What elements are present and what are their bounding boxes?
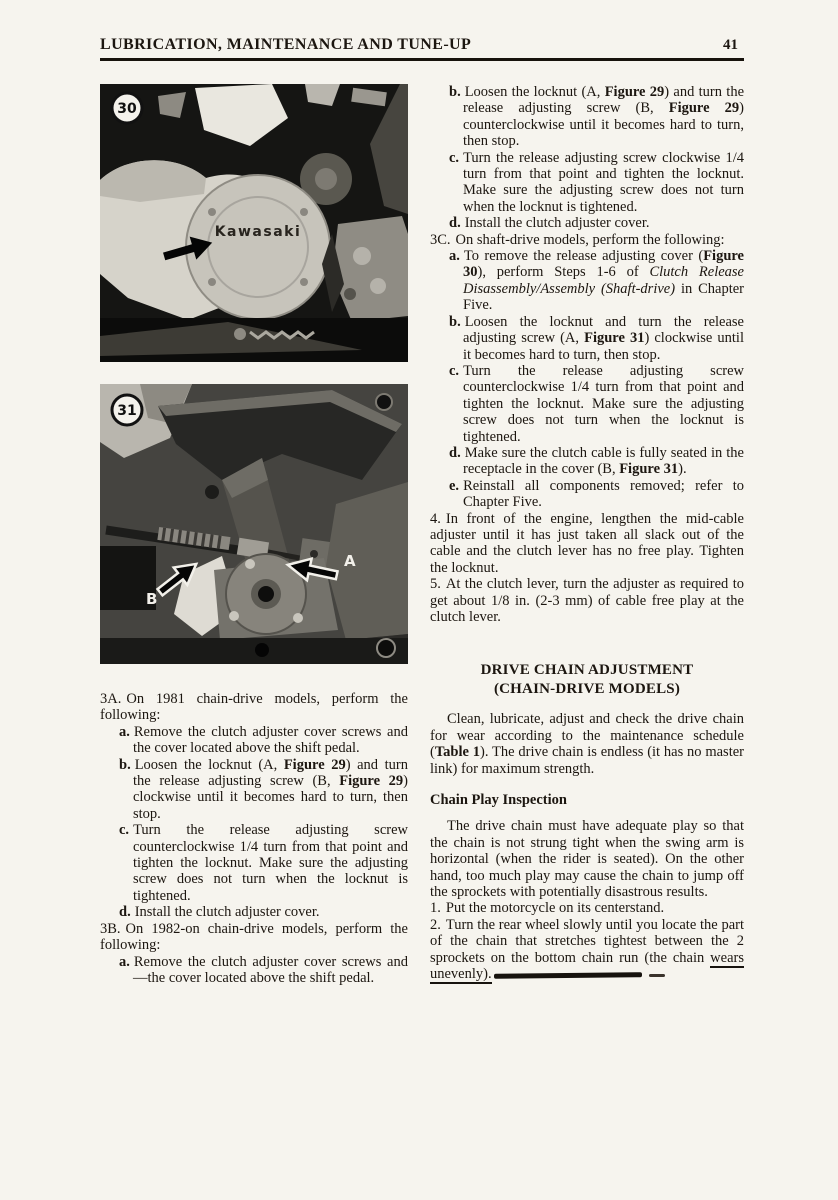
section-intro: Clean, lubricate, adjust and check the drive chain for wear according to the maintenance schedule (Table 1). The drive chain is endless (it has no master link) for maximum strength. [430, 711, 744, 777]
item-label: b. [449, 84, 461, 100]
smudged-text: wears unevenly). [430, 949, 744, 983]
list-item [100, 691, 408, 724]
item-text: Turn the release adjusting screw counterclockwise 1/4 turn from that point and tighten the locknut. Make sure the adjusting screw does not turn when the locknut is tightened. [133, 822, 408, 904]
right-column [430, 84, 744, 986]
list-item [430, 917, 744, 983]
item-label: a. [119, 953, 130, 970]
left-column-text [100, 691, 408, 986]
item-label: d. [449, 215, 461, 232]
item-text: Remove the clutch adjuster cover screws and —the cover located above the shift pedal. [133, 953, 408, 986]
item-label: 3A. [100, 691, 122, 707]
list-item [430, 511, 744, 577]
item-text: Loosen the locknut (A, Figure 29) and turn the release adjusting screw (B, Figure 29) counterclockwise until it becomes hard to turn, then stop. [463, 84, 744, 150]
item-label: b. [119, 756, 131, 773]
figure-number-label: 31 [117, 403, 137, 419]
item-text: At the clutch lever, turn the adjuster as required to get about 1/8 in. (2-3 mm) of cable free play at the clutch lever. [430, 576, 744, 625]
figure-number-label: 30 [117, 101, 137, 117]
item-label: d. [119, 904, 131, 921]
callout-label-b: B [146, 590, 158, 608]
section-heading-line1: DRIVE CHAIN ADJUSTMENT [480, 662, 694, 679]
item-label: d. [449, 444, 461, 461]
engine-photo-illustration [100, 84, 408, 362]
item-text: Make sure the clutch cable is fully seated in the receptacle in the cover (B, Figure 31). [463, 444, 744, 478]
list-item [430, 232, 744, 248]
item-text: Turn the release adjusting screw clockwise 1/4 turn from that point and tighten the locknut. Make sure the adjusting screw does not turn when the locknut is tightened. [463, 149, 744, 215]
item-label: a. [119, 723, 130, 740]
figure-31-photo [100, 384, 408, 664]
item-label: 5. [430, 576, 441, 593]
item-label: c. [449, 362, 460, 379]
list-item [100, 724, 408, 757]
item-text: Put the motorcycle on its centerstand. [445, 900, 665, 917]
list-item [100, 904, 408, 920]
ink-smudge-dash [649, 974, 665, 977]
figure-number-badge [112, 93, 142, 123]
item-text: Install the clutch adjuster cover. [464, 215, 650, 232]
list-item [430, 84, 744, 150]
list-item [430, 215, 744, 231]
item-text: To remove the release adjusting cover (Figure 30), perform Steps 1-6 of Clutch Release Disassembly/Assembly (Shaft-drive) in Chapter Five. [463, 248, 744, 314]
list-item [430, 445, 744, 478]
list-item [100, 921, 408, 954]
left-column [100, 84, 408, 986]
list-item [430, 478, 744, 511]
item-label: c. [449, 149, 460, 166]
item-label: a. [449, 248, 460, 265]
clutch-release-photo-illustration [100, 384, 408, 664]
subsection-heading: Chain Play Inspection [430, 792, 567, 809]
list-item [100, 954, 408, 987]
section-heading [430, 661, 744, 699]
item-label: c. [119, 822, 130, 839]
figure-number-badge [112, 395, 142, 425]
body-paragraph: The drive chain must have adequate play so that the chain is not strung tight when the swing arm is horizontal (when the rider is seated). On the other hand, too much play may cause the chain to jump off the sprockets with potentially disastrous results. [430, 818, 744, 901]
item-text: Turn the rear wheel slowly until you locate the part of the chain that stretches tightest between the 2 sprockets on the bottom chain run (the chain [430, 916, 744, 966]
ink-smudge [494, 972, 642, 979]
item-label: b. [449, 313, 461, 330]
list-item [430, 150, 744, 216]
callout-label-a: A [344, 552, 356, 570]
list-item [100, 822, 408, 904]
list-item [430, 314, 744, 363]
list-item [430, 900, 744, 916]
item-text: On shaft-drive models, perform the following: [455, 231, 725, 248]
item-text: Loosen the locknut and turn the release adjusting screw (A, Figure 31) clockwise until it becomes hard to turn, then stop. [463, 313, 744, 363]
figure-30-photo [100, 84, 408, 362]
item-text: In front of the engine, lengthen the mid-cable adjuster until it has just taken all slack out of the cable and the clutch lever has no free play. Tighten the locknut. [430, 510, 744, 576]
item-text: Turn the release adjusting screw counterclockwise 1/4 turn from that point and tighten the locknut. Make sure the adjusting screw does not turn when the locknut is tightened. [463, 362, 744, 445]
kawasaki-logo-text: Kawasaki [214, 224, 302, 240]
item-text: Reinstall all components removed; refer to Chapter Five. [463, 477, 744, 511]
section-heading-line2: (CHAIN-DRIVE MODELS) [493, 681, 681, 698]
list-item [430, 363, 744, 445]
item-text: On 1982-on chain-drive models, perform the following: [100, 920, 408, 954]
item-text: Remove the clutch adjuster cover screws and the cover located above the shift pedal. [133, 723, 408, 757]
item-label: e. [449, 477, 460, 494]
list-item [430, 248, 744, 314]
item-label: 4. [430, 510, 441, 527]
item-label: 2. [430, 916, 441, 933]
item-text: Install the clutch adjuster cover. [134, 904, 320, 921]
chapter-title: LUBRICATION, MAINTENANCE AND TUNE-UP [100, 36, 472, 53]
item-label: 3C. [430, 231, 451, 248]
page-number: 41 [723, 37, 738, 53]
page-header [100, 36, 744, 61]
two-column-body [100, 84, 744, 986]
item-label: 1. [430, 900, 441, 917]
list-item [100, 757, 408, 823]
item-label: 3B. [100, 920, 121, 937]
item-text: On 1981 chain-drive models, perform the following: [100, 691, 408, 724]
item-text: Loosen the locknut (A, Figure 29) and turn the release adjusting screw (B, Figure 29) clockwise until it becomes hard to turn, then stop. [133, 756, 409, 822]
list-item [430, 576, 744, 625]
